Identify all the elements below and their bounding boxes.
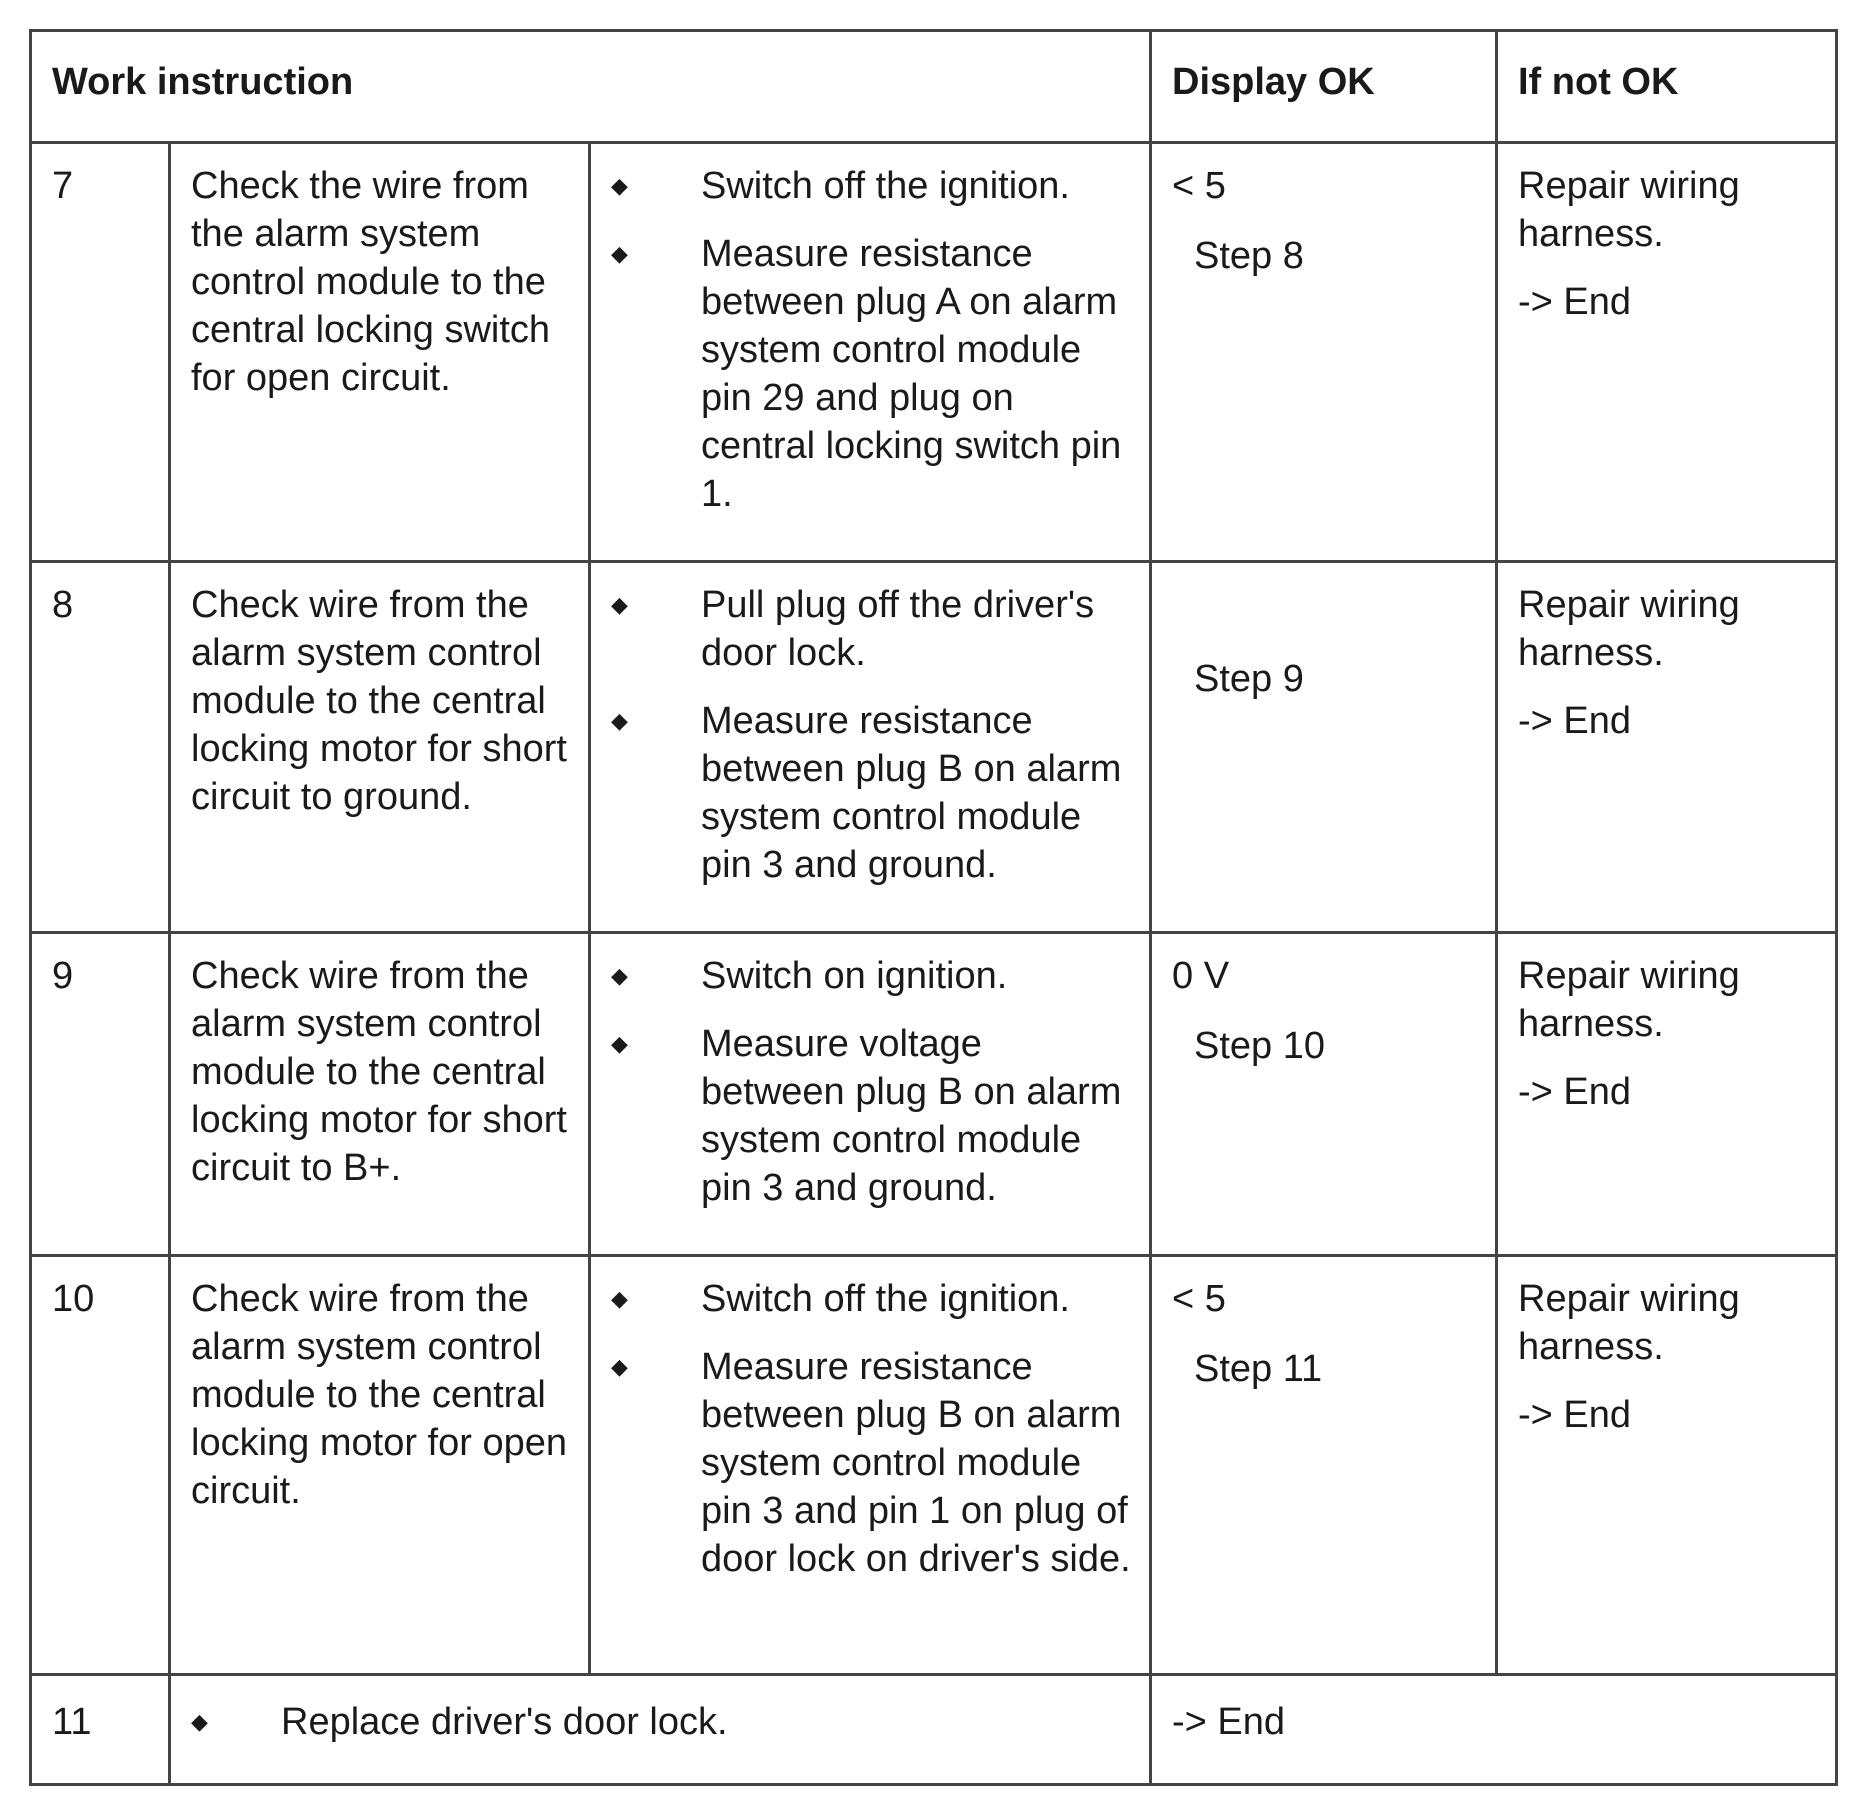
display-ok-cell [1151,1256,1497,1675]
display-next-step: Step 10 [1194,1025,1325,1067]
diamond-bullet-icon: ◆ [611,173,628,198]
display-value: < 5 [1172,165,1226,207]
instruction-item: ◆ Measure resistance between plug B on alarm system control module pin 3 and ground. [611,697,1133,889]
instruction-item: ◆ Switch on ignition. [611,952,1133,1000]
not-ok-next: -> End [1518,700,1632,742]
instruction-item: ◆ Replace driver's door lock. [191,1698,1129,1746]
step-description: Check wire from the alarm system control module to the central locking motor for short circuit to ground. [170,562,590,933]
display-ok-cell [1151,933,1497,1256]
not-ok-next: -> End [1518,1071,1632,1113]
not-ok-next: -> End [1518,1394,1632,1436]
table-header-row [31,31,1837,143]
step-description: Check the wire from the alarm system control module to the central locking switch for open circuit. [170,143,590,562]
not-ok-action: Repair wiring harness. [1518,955,1740,1045]
header-if-not-ok: If not OK [1497,31,1837,143]
diamond-bullet-icon: ◆ [611,241,628,266]
instruction-item: ◆ Measure resistance between plug A on alarm system control module pin 29 and plug on central locking switch pin 1. [611,230,1133,518]
header-display-ok: Display OK [1151,31,1497,143]
instruction-item: ◆ Pull plug off the driver's door lock. [611,581,1133,677]
if-not-ok-cell [1497,1256,1837,1675]
table-row-step-8 [31,562,1837,933]
diamond-bullet-icon: ◆ [191,1709,208,1734]
step-number: 7 [31,143,170,562]
step-instructions [590,562,1151,933]
step-instructions [590,1256,1151,1675]
step-instructions [170,1675,1151,1785]
step-number: 8 [31,562,170,933]
diamond-bullet-icon: ◆ [611,708,628,733]
display-next-step: Step 11 [1194,1348,1323,1390]
display-ok-cell [1151,562,1497,933]
display-ok-cell [1151,143,1497,562]
diamond-bullet-icon: ◆ [611,1286,628,1311]
table-row-step-10 [31,1256,1837,1675]
display-next-step: Step 9 [1194,658,1304,700]
not-ok-next: -> End [1518,281,1632,323]
if-not-ok-cell [1497,562,1837,933]
step-description: Check wire from the alarm system control module to the central locking motor for short circuit to B+. [170,933,590,1256]
step-instructions [590,143,1151,562]
table-row-step-11 [31,1675,1837,1785]
if-not-ok-cell [1497,143,1837,562]
diamond-bullet-icon: ◆ [611,1031,628,1056]
table-row-step-7 [31,143,1837,562]
instruction-item: ◆ Measure voltage between plug B on alarm system control module pin 3 and ground. [611,1020,1133,1212]
not-ok-action: Repair wiring harness. [1518,1278,1740,1368]
display-next-step: Step 8 [1194,235,1304,277]
if-not-ok-cell [1497,933,1837,1256]
step-description: Check wire from the alarm system control module to the central locking motor for open circuit. [170,1256,590,1675]
instruction-item: ◆ Switch off the ignition. [611,162,1133,210]
diamond-bullet-icon: ◆ [611,1354,628,1379]
result-cell: -> End [1151,1675,1837,1785]
not-ok-action: Repair wiring harness. [1518,584,1740,674]
header-work-instruction: Work instruction [31,31,1151,143]
display-value: 0 V [1172,955,1230,997]
display-value: < 5 [1172,1278,1226,1320]
diamond-bullet-icon: ◆ [611,963,628,988]
not-ok-action: Repair wiring harness. [1518,165,1740,255]
step-number: 10 [31,1256,170,1675]
instruction-item: ◆ Switch off the ignition. [611,1275,1133,1323]
table-row-step-9 [31,933,1837,1256]
work-instruction-table [29,29,1838,1786]
step-instructions [590,933,1151,1256]
diamond-bullet-icon: ◆ [611,592,628,617]
instruction-item: ◆ Measure resistance between plug B on alarm system control module pin 3 and pin 1 on plug of door lock on driver's side. [611,1343,1133,1583]
step-number: 11 [31,1675,170,1785]
step-number: 9 [31,933,170,1256]
